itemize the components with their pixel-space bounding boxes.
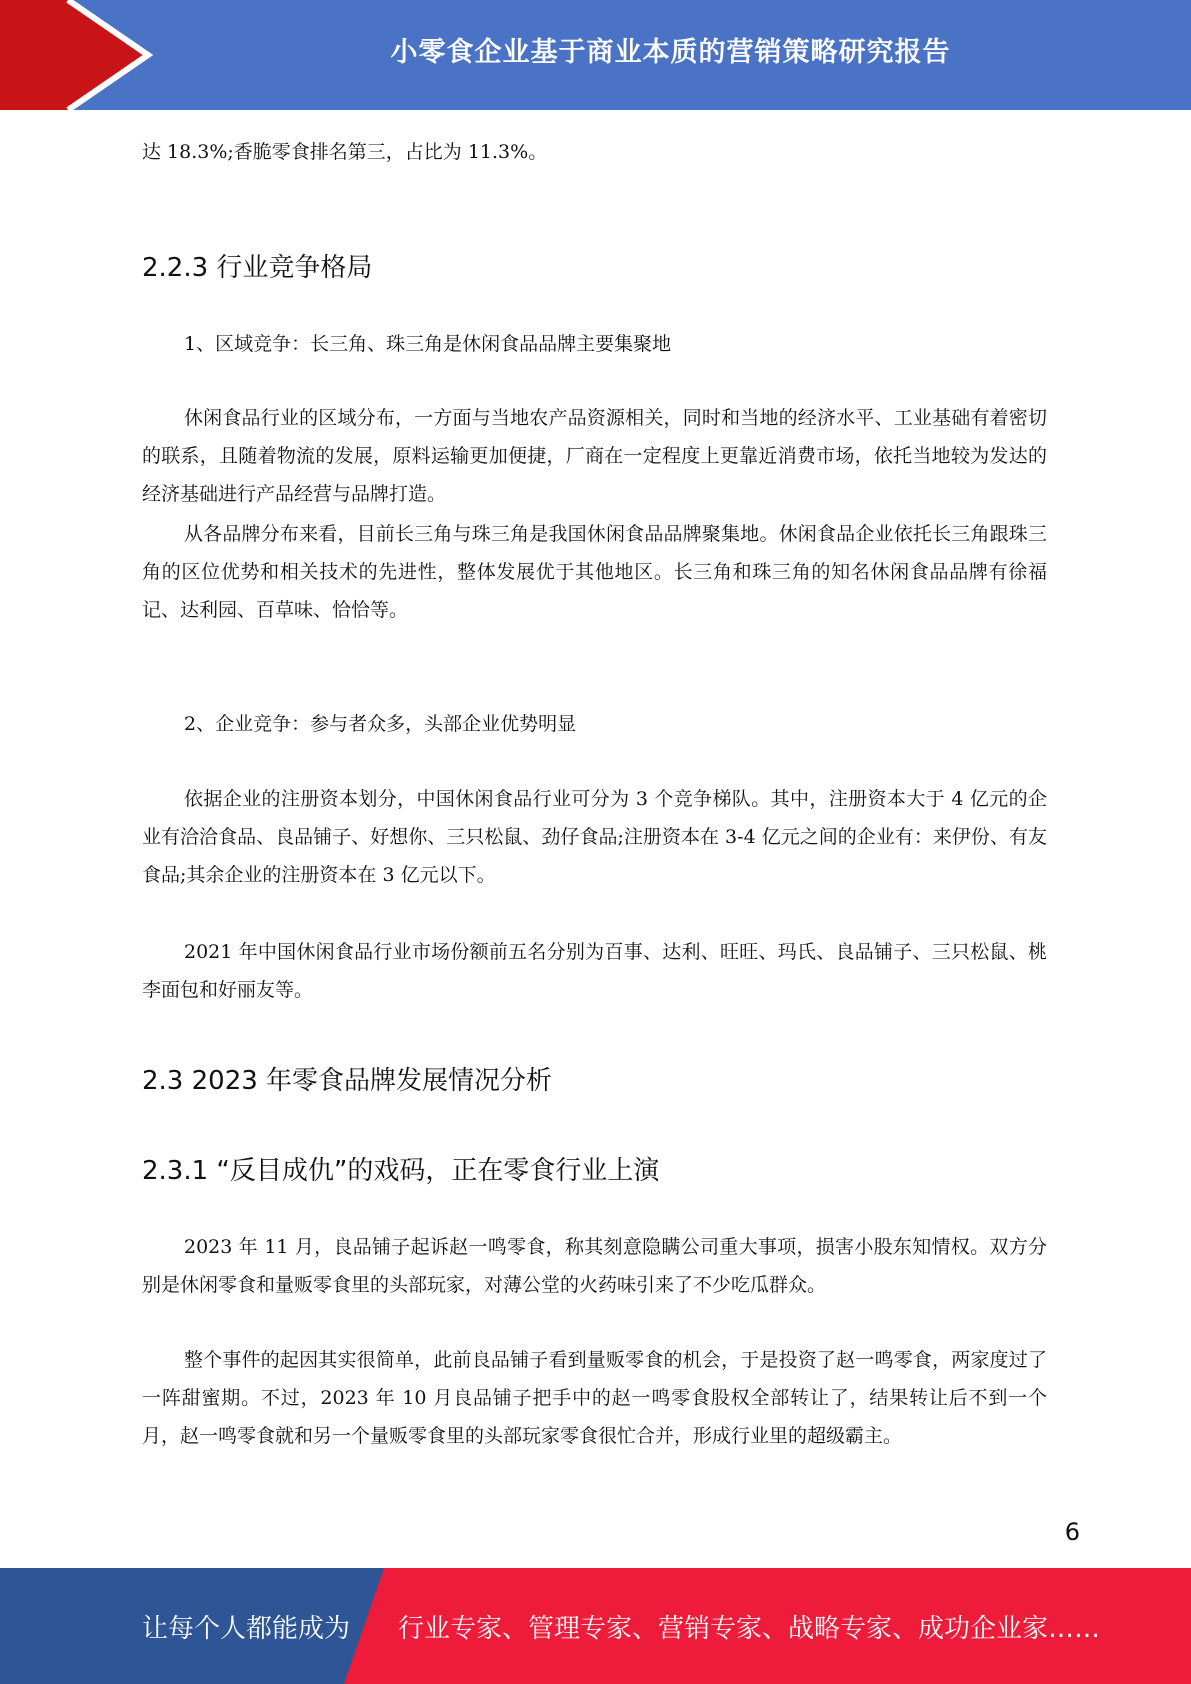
page-header	[0, 0, 1191, 110]
heading-2-2-3: 2.2.3 行业竞争格局	[142, 253, 373, 283]
page-footer	[0, 1568, 1191, 1684]
page-number: 6	[1064, 1518, 1080, 1546]
heading-2-3-1: 2.3.1 “反目成仇”的戏码，正在零食行业上演	[142, 1156, 660, 1186]
paragraph-regional-2: 从各品牌分布来看，目前长三角与珠三角是我国休闲食品品牌聚集地。休闲食品企业依托长三角跟珠三角的区位优势和相关技术的先进性，整体发展优于其他地区。长三角和珠三角的知名休闲食品品牌有徐福记、达利园、百草味、恰恰等。	[142, 523, 1047, 621]
paragraph-regional-1: 休闲食品行业的区域分布，一方面与当地农产品资源相关，同时和当地的经济水平、工业基础有着密切的联系，且随着物流的发展，原料运输更加便捷，厂商在一定程度上更靠近消费市场，依托当地较为发达的经济基础进行产品经营与品牌打造。	[142, 407, 1047, 505]
paragraph-case-1: 2023 年 11 月，良品铺子起诉赵一鸣零食，称其刻意隐瞒公司重大事项，损害小股东知情权。双方分别是休闲零食和量贩零食里的头部玩家，对薄公堂的火药味引来了不少吃瓜群众。	[142, 1236, 1047, 1296]
footer-slogan-right: 行业专家、管理专家、营销专家、战略专家、成功企业家……	[398, 1614, 1101, 1644]
subheading-enterprise-competition: 2、企业竞争：参与者众多，头部企业优势明显	[184, 713, 577, 735]
subheading-regional-competition: 1、区域竞争：长三角、珠三角是休闲食品品牌主要集聚地	[184, 333, 672, 355]
paragraph-enterprise-2: 2021 年中国休闲食品行业市场份额前五名分别为百事、达利、旺旺、玛氏、良品铺子、三只松鼠、桃李面包和好丽友等。	[142, 941, 1047, 1001]
footer-slogan-left: 让每个人都能成为	[142, 1614, 351, 1644]
report-title: 小零食企业基于商业本质的营销策略研究报告	[390, 37, 951, 68]
paragraph-case-2: 整个事件的起因其实很简单，此前良品铺子看到量贩零食的机会，于是投资了赵一鸣零食，两家度过了一阵甜蜜期。不过，2023 年 10 月良品铺子把手中的赵一鸣零食股权全部转让了，结果转让后不到一个月，赵一鸣零食就和另一个量贩零食里的头部玩家零食很忙合并，形成行业里的超级霸主。	[142, 1349, 1047, 1447]
paragraph-top: 达 18.3%;香脆零食排名第三，占比为 11.3%。	[142, 141, 548, 163]
paragraph-enterprise-1: 依据企业的注册资本划分，中国休闲食品行业可分为 3 个竞争梯队。其中，注册资本大于 4 亿元的企业有洽洽食品、良品铺子、好想你、三只松鼠、劲仔食品;注册资本在 3-4 亿元之间的企业有：来伊份、有友食品;其余企业的注册资本在 3 亿元以下。	[142, 788, 1047, 886]
heading-2-3: 2.3 2023 年零食品牌发展情况分析	[142, 1066, 553, 1096]
